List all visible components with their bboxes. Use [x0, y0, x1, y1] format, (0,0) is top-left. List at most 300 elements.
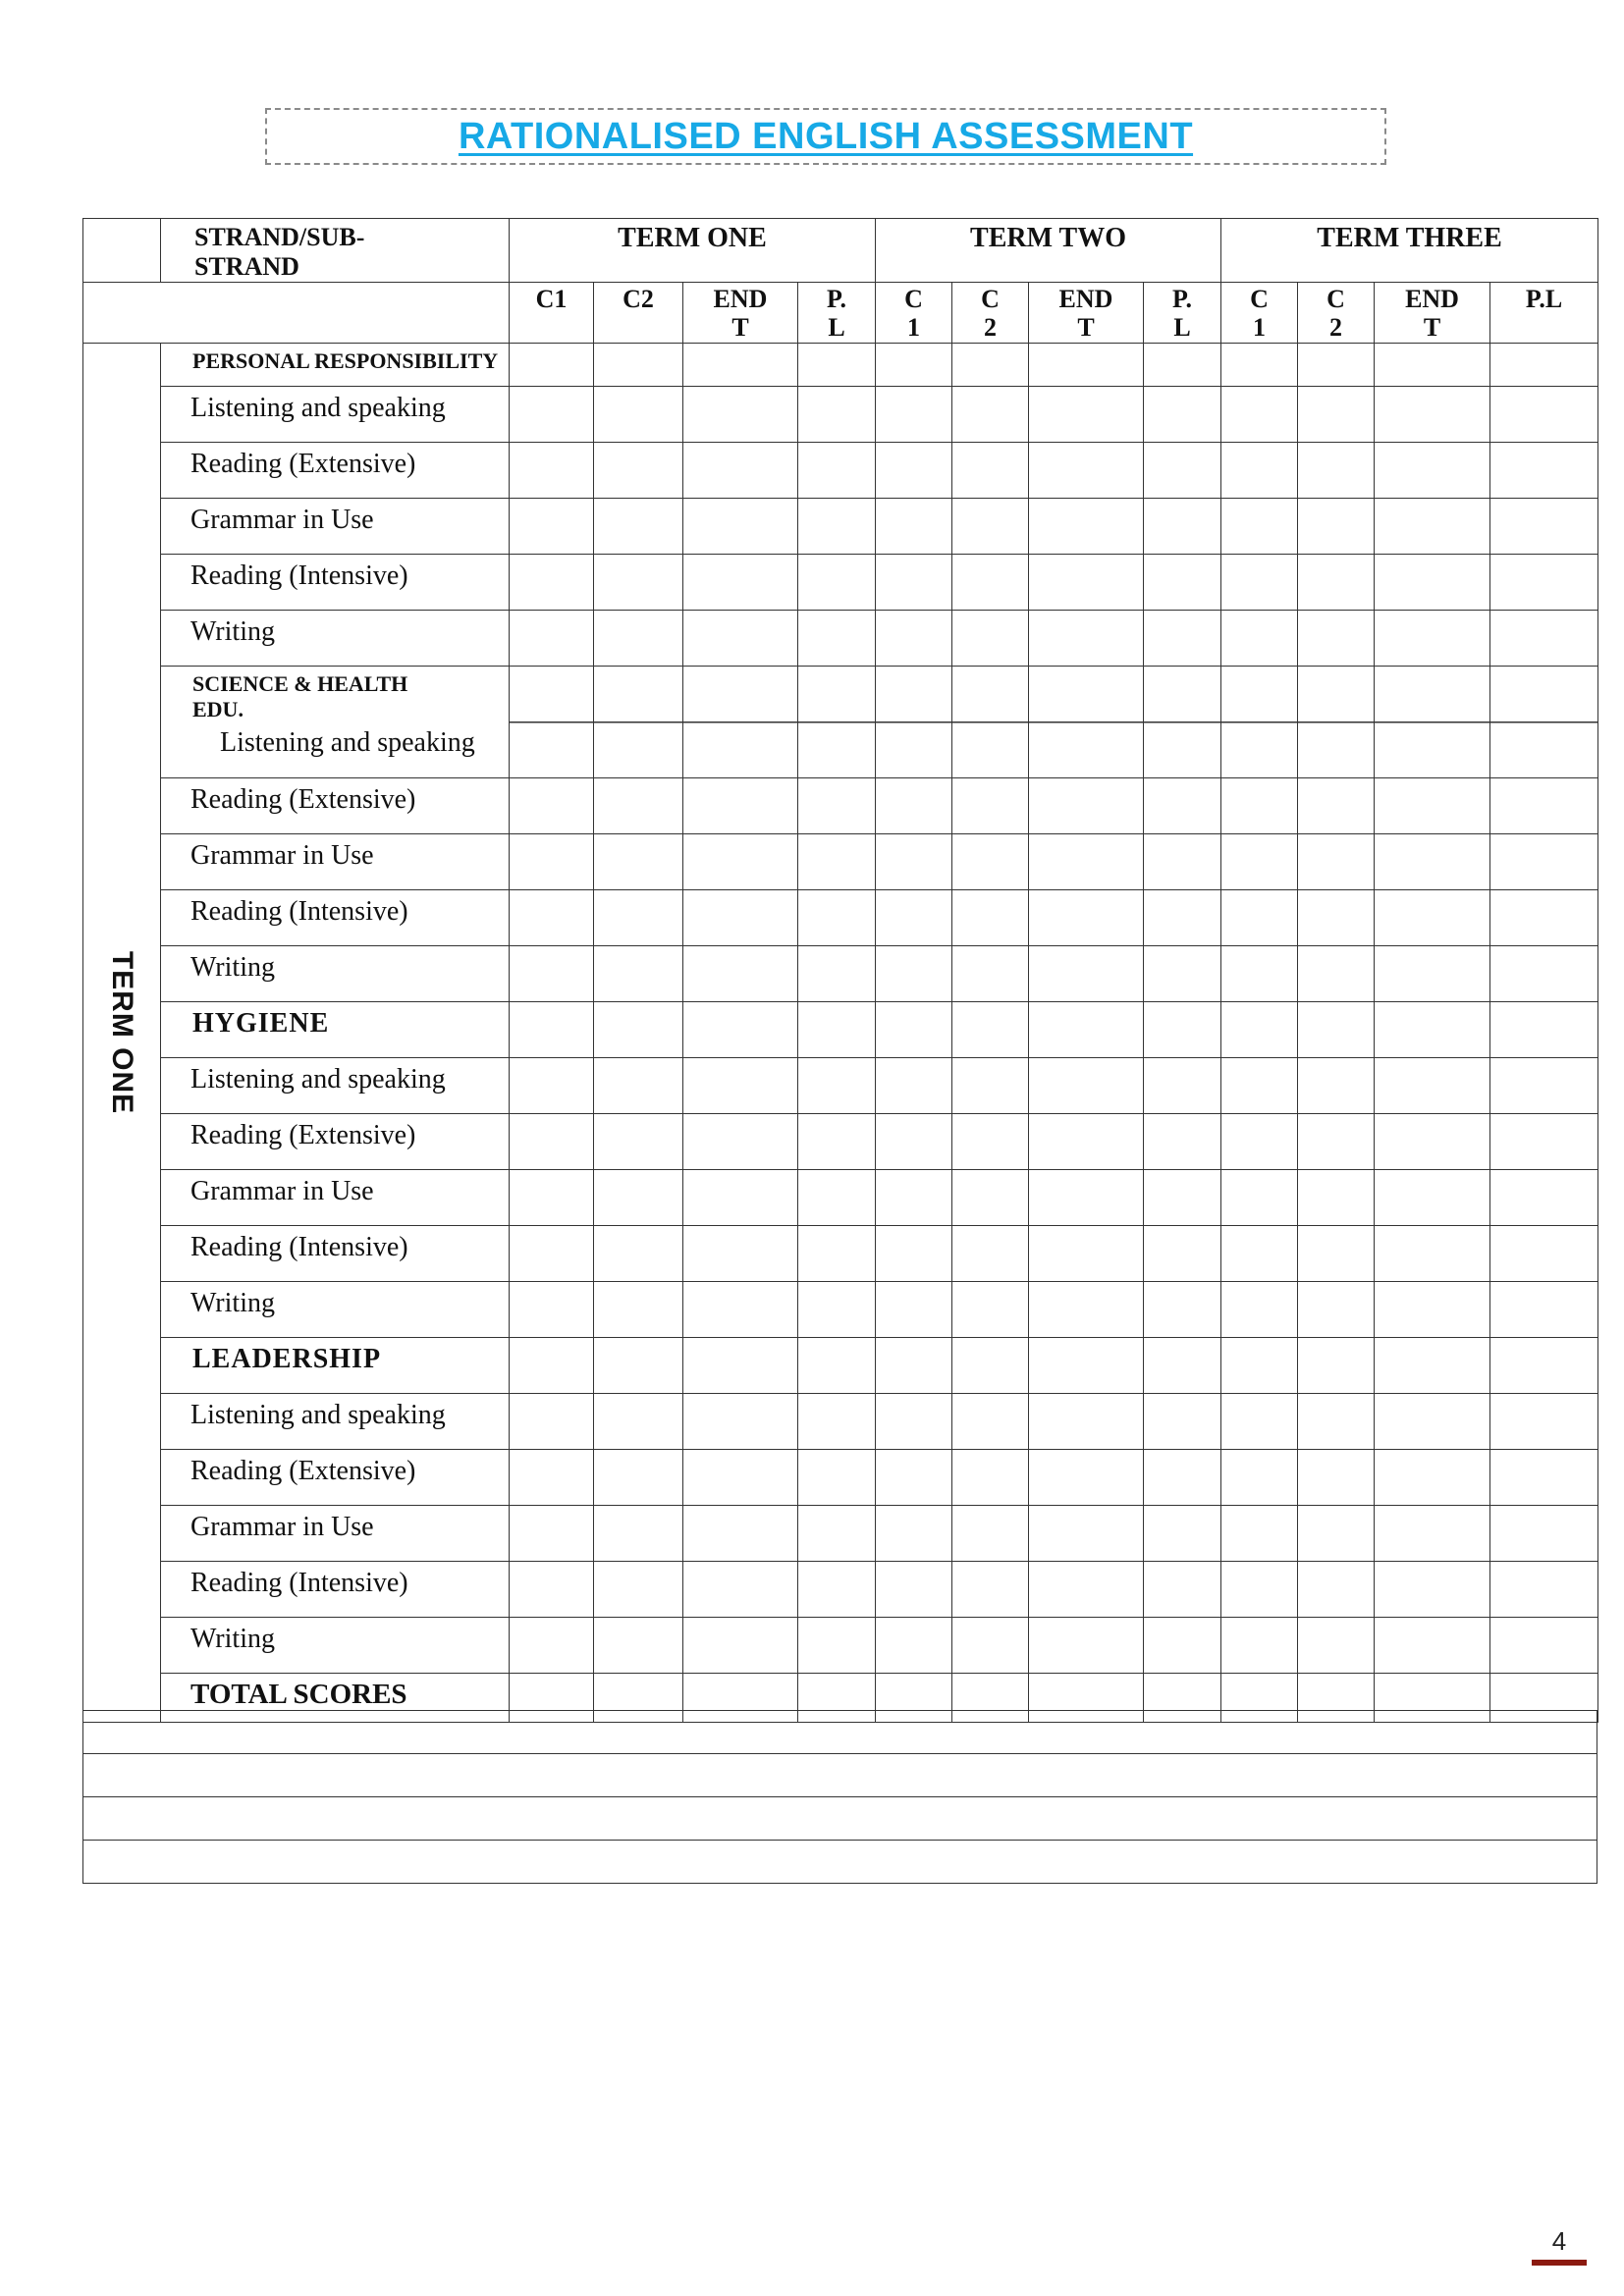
score-cell[interactable] [1490, 1618, 1598, 1674]
score-cell[interactable] [798, 1450, 876, 1506]
score-cell[interactable] [1375, 1338, 1490, 1394]
score-cell[interactable] [1144, 555, 1221, 611]
score-cell[interactable] [1029, 1170, 1144, 1226]
score-cell[interactable] [952, 1618, 1029, 1674]
score-cell[interactable] [1221, 344, 1298, 387]
score-cell[interactable] [510, 1226, 594, 1282]
score-cell[interactable] [594, 1114, 683, 1170]
score-cell[interactable] [683, 946, 798, 1002]
score-cell[interactable] [510, 1058, 594, 1114]
score-cell[interactable] [1298, 1506, 1375, 1562]
score-cell[interactable] [876, 1394, 952, 1450]
score-cell[interactable] [798, 555, 876, 611]
substrand-label: Listening and speaking [161, 1394, 510, 1450]
score-cell[interactable] [952, 499, 1029, 555]
score-cell[interactable] [1029, 443, 1144, 499]
score-cell[interactable] [876, 1506, 952, 1562]
score-cell[interactable] [1221, 611, 1298, 667]
substrand-label: Writing [161, 1618, 510, 1674]
score-cell[interactable] [952, 344, 1029, 387]
score-cell[interactable] [1221, 1002, 1298, 1058]
score-cell[interactable] [876, 1114, 952, 1170]
score-cell[interactable] [1144, 946, 1221, 1002]
score-cell[interactable] [594, 778, 683, 834]
score-cell[interactable] [1490, 1338, 1598, 1394]
score-cell[interactable] [594, 1506, 683, 1562]
score-cell[interactable] [1221, 946, 1298, 1002]
score-cell[interactable] [798, 611, 876, 667]
score-cell[interactable] [683, 1114, 798, 1170]
score-cell[interactable] [510, 667, 594, 778]
score-cell[interactable] [1298, 1170, 1375, 1226]
score-cell[interactable] [876, 344, 952, 387]
score-cell[interactable] [798, 1506, 876, 1562]
score-cell[interactable] [1490, 344, 1598, 387]
score-cell[interactable] [1221, 778, 1298, 834]
score-cell[interactable] [683, 890, 798, 946]
score-cell[interactable] [510, 778, 594, 834]
score-cell[interactable] [1490, 946, 1598, 1002]
score-cell[interactable] [1375, 834, 1490, 890]
score-cell[interactable] [1144, 499, 1221, 555]
score-cell[interactable] [1375, 1114, 1490, 1170]
score-cell[interactable] [798, 1562, 876, 1618]
score-cell[interactable] [1490, 1226, 1598, 1282]
score-cell[interactable] [952, 1002, 1029, 1058]
score-cell[interactable] [594, 1226, 683, 1282]
score-cell[interactable] [1298, 1002, 1375, 1058]
score-cell[interactable] [1298, 1226, 1375, 1282]
score-cell[interactable] [683, 611, 798, 667]
score-cell[interactable] [594, 890, 683, 946]
score-cell[interactable] [798, 1282, 876, 1338]
score-cell[interactable] [952, 1394, 1029, 1450]
score-cell[interactable] [1298, 1394, 1375, 1450]
score-cell[interactable] [798, 387, 876, 443]
score-cell[interactable] [1144, 1394, 1221, 1450]
score-cell[interactable] [683, 834, 798, 890]
score-cell[interactable] [1298, 1058, 1375, 1114]
score-cell[interactable] [876, 1618, 952, 1674]
score-cell[interactable] [1375, 1282, 1490, 1338]
score-cell[interactable] [1144, 1058, 1221, 1114]
score-cell[interactable] [1144, 667, 1221, 778]
score-cell[interactable] [1144, 778, 1221, 834]
score-cell[interactable] [510, 1394, 594, 1450]
score-cell[interactable] [876, 555, 952, 611]
score-cell[interactable] [1029, 1562, 1144, 1618]
score-cell[interactable] [683, 1226, 798, 1282]
score-cell[interactable] [510, 499, 594, 555]
score-cell[interactable] [798, 499, 876, 555]
score-cell[interactable] [510, 890, 594, 946]
table-row [83, 443, 1598, 499]
score-cell[interactable] [876, 1282, 952, 1338]
score-cell[interactable] [594, 834, 683, 890]
score-cell[interactable] [798, 1058, 876, 1114]
score-cell[interactable] [594, 1002, 683, 1058]
score-cell[interactable] [1490, 1170, 1598, 1226]
score-cell[interactable] [510, 1618, 594, 1674]
score-cell[interactable] [1375, 1394, 1490, 1450]
score-cell[interactable] [1490, 443, 1598, 499]
substrand-label: Writing [161, 946, 510, 1002]
score-cell[interactable] [1490, 611, 1598, 667]
score-cell[interactable] [1221, 1562, 1298, 1618]
score-cell[interactable] [1029, 890, 1144, 946]
score-cell[interactable] [594, 1282, 683, 1338]
score-cell[interactable] [1490, 667, 1598, 778]
score-cell[interactable] [1375, 1506, 1490, 1562]
score-cell[interactable] [798, 1002, 876, 1058]
score-cell[interactable] [876, 387, 952, 443]
score-cell[interactable] [952, 1114, 1029, 1170]
score-cell[interactable] [1375, 1170, 1490, 1226]
score-cell[interactable] [876, 1002, 952, 1058]
score-cell[interactable] [683, 1450, 798, 1506]
header-row-terms [83, 219, 1598, 283]
score-cell[interactable] [1298, 344, 1375, 387]
score-cell[interactable] [1221, 667, 1298, 778]
score-cell[interactable] [510, 555, 594, 611]
score-cell[interactable] [798, 778, 876, 834]
score-cell[interactable] [683, 555, 798, 611]
score-cell[interactable] [1375, 778, 1490, 834]
header-subcolumn: C 1 [876, 283, 952, 344]
score-cell[interactable] [594, 1450, 683, 1506]
note-line[interactable] [83, 1711, 1597, 1754]
score-cell[interactable] [1221, 1618, 1298, 1674]
score-cell[interactable] [1375, 1226, 1490, 1282]
score-cell[interactable] [1029, 344, 1144, 387]
score-cell[interactable] [1298, 1562, 1375, 1618]
score-cell[interactable] [1221, 443, 1298, 499]
score-cell[interactable] [952, 1506, 1029, 1562]
score-cell[interactable] [1029, 1282, 1144, 1338]
score-cell[interactable] [510, 443, 594, 499]
score-cell[interactable] [1298, 667, 1375, 778]
score-cell[interactable] [952, 1170, 1029, 1226]
score-cell[interactable] [510, 1170, 594, 1226]
score-cell[interactable] [1298, 387, 1375, 443]
strand-label [161, 667, 510, 778]
score-cell[interactable] [1144, 344, 1221, 387]
score-cell[interactable] [876, 946, 952, 1002]
score-cell[interactable] [876, 890, 952, 946]
score-cell[interactable] [510, 1114, 594, 1170]
score-cell[interactable] [952, 778, 1029, 834]
score-cell[interactable] [876, 1338, 952, 1394]
score-cell[interactable] [683, 1506, 798, 1562]
score-cell[interactable] [798, 1618, 876, 1674]
score-cell[interactable] [594, 555, 683, 611]
score-cell[interactable] [1490, 778, 1598, 834]
note-line[interactable] [83, 1754, 1597, 1797]
score-cell[interactable] [1490, 1282, 1598, 1338]
score-cell[interactable] [952, 555, 1029, 611]
score-cell[interactable] [952, 611, 1029, 667]
score-cell[interactable] [798, 667, 876, 778]
score-cell[interactable] [1375, 1058, 1490, 1114]
score-cell[interactable] [952, 1058, 1029, 1114]
score-cell[interactable] [594, 1394, 683, 1450]
score-cell[interactable] [1298, 1282, 1375, 1338]
score-cell[interactable] [952, 834, 1029, 890]
score-cell[interactable] [1490, 834, 1598, 890]
score-cell[interactable] [798, 946, 876, 1002]
score-cell[interactable] [876, 443, 952, 499]
score-cell[interactable] [798, 834, 876, 890]
score-cell[interactable] [1029, 1618, 1144, 1674]
score-cell[interactable] [1029, 1226, 1144, 1282]
table-row [83, 667, 1598, 778]
strand-label: LEADERSHIP [161, 1338, 510, 1394]
score-cell[interactable] [1490, 1002, 1598, 1058]
score-cell[interactable] [1375, 946, 1490, 1002]
score-cell[interactable] [1029, 387, 1144, 443]
score-cell[interactable] [1298, 611, 1375, 667]
score-cell[interactable] [594, 443, 683, 499]
score-cell[interactable] [798, 443, 876, 499]
score-cell[interactable] [510, 344, 594, 387]
score-cell[interactable] [510, 1002, 594, 1058]
score-cell[interactable] [594, 387, 683, 443]
score-cell[interactable] [1144, 1338, 1221, 1394]
score-cell[interactable] [1221, 1114, 1298, 1170]
score-cell[interactable] [683, 1002, 798, 1058]
score-cell[interactable] [1375, 443, 1490, 499]
score-cell[interactable] [798, 344, 876, 387]
score-cell[interactable] [952, 667, 1029, 778]
score-cell[interactable] [1298, 499, 1375, 555]
substrand-label: Listening and speaking [161, 1058, 510, 1114]
score-cell[interactable] [1298, 890, 1375, 946]
score-cell[interactable] [683, 1338, 798, 1394]
score-cell[interactable] [1375, 1450, 1490, 1506]
score-cell[interactable] [952, 1338, 1029, 1394]
score-cell[interactable] [1221, 555, 1298, 611]
score-cell[interactable] [1221, 1338, 1298, 1394]
score-cell[interactable] [594, 667, 683, 778]
score-cell[interactable] [683, 1058, 798, 1114]
score-cell[interactable] [1298, 946, 1375, 1002]
score-cell[interactable] [683, 667, 798, 778]
score-cell[interactable] [1144, 1226, 1221, 1282]
score-cell[interactable] [683, 778, 798, 834]
score-cell[interactable] [876, 1450, 952, 1506]
score-cell[interactable] [1144, 387, 1221, 443]
score-cell[interactable] [594, 1562, 683, 1618]
score-cell[interactable] [1144, 611, 1221, 667]
score-cell[interactable] [510, 611, 594, 667]
score-cell[interactable] [510, 834, 594, 890]
score-cell[interactable] [1375, 499, 1490, 555]
score-cell[interactable] [683, 1170, 798, 1226]
header-subcolumn: C2 [594, 283, 683, 344]
score-cell[interactable] [1375, 1002, 1490, 1058]
score-cell[interactable] [1490, 1114, 1598, 1170]
score-cell[interactable] [1221, 834, 1298, 890]
score-cell[interactable] [1144, 1450, 1221, 1506]
score-cell[interactable] [1029, 555, 1144, 611]
score-cell[interactable] [594, 499, 683, 555]
score-cell[interactable] [1375, 555, 1490, 611]
score-cell[interactable] [1375, 611, 1490, 667]
score-cell[interactable] [594, 1058, 683, 1114]
score-cell[interactable] [798, 1394, 876, 1450]
score-cell[interactable] [1490, 890, 1598, 946]
score-cell[interactable] [1221, 387, 1298, 443]
substrand-label: Writing [161, 1282, 510, 1338]
score-cell[interactable] [1298, 443, 1375, 499]
score-cell[interactable] [1298, 1114, 1375, 1170]
score-cell[interactable] [1221, 499, 1298, 555]
score-cell[interactable] [876, 1058, 952, 1114]
note-line[interactable] [83, 1841, 1597, 1884]
score-cell[interactable] [1490, 1394, 1598, 1450]
score-cell[interactable] [1029, 1114, 1144, 1170]
score-cell[interactable] [1490, 1450, 1598, 1506]
score-cell[interactable] [1029, 667, 1144, 778]
score-cell[interactable] [1298, 1618, 1375, 1674]
score-cell[interactable] [510, 1282, 594, 1338]
score-cell[interactable] [683, 1394, 798, 1450]
score-cell[interactable] [952, 890, 1029, 946]
score-cell[interactable] [876, 1562, 952, 1618]
score-cell[interactable] [510, 1450, 594, 1506]
score-cell[interactable] [510, 946, 594, 1002]
score-cell[interactable] [1221, 1450, 1298, 1506]
score-cell[interactable] [1221, 1282, 1298, 1338]
table-row [83, 611, 1598, 667]
table-row [83, 1282, 1598, 1338]
score-cell[interactable] [683, 1562, 798, 1618]
score-cell[interactable] [683, 1282, 798, 1338]
score-cell[interactable] [683, 1618, 798, 1674]
score-cell[interactable] [1144, 1114, 1221, 1170]
score-cell[interactable] [1144, 1170, 1221, 1226]
score-cell[interactable] [952, 1282, 1029, 1338]
score-cell[interactable] [1298, 555, 1375, 611]
total-scores-label: TOTAL SCORES [161, 1674, 510, 1723]
score-cell[interactable] [594, 1338, 683, 1394]
score-cell[interactable] [1029, 834, 1144, 890]
table-row [83, 344, 1598, 387]
score-cell[interactable] [1029, 1058, 1144, 1114]
score-cell[interactable] [798, 1338, 876, 1394]
score-cell[interactable] [1144, 443, 1221, 499]
score-cell[interactable] [1029, 1506, 1144, 1562]
score-cell[interactable] [594, 344, 683, 387]
score-cell[interactable] [1221, 1058, 1298, 1114]
score-cell[interactable] [1144, 1506, 1221, 1562]
score-cell[interactable] [683, 387, 798, 443]
score-cell[interactable] [1221, 1226, 1298, 1282]
score-cell[interactable] [1221, 1506, 1298, 1562]
score-cell[interactable] [952, 387, 1029, 443]
score-cell[interactable] [952, 443, 1029, 499]
score-cell[interactable] [1144, 1562, 1221, 1618]
score-cell[interactable] [952, 1450, 1029, 1506]
score-cell[interactable] [876, 667, 952, 778]
score-cell[interactable] [1490, 1562, 1598, 1618]
score-cell[interactable] [683, 344, 798, 387]
substrand-label: Listening and speaking [220, 727, 475, 758]
score-cell[interactable] [594, 1170, 683, 1226]
score-cell[interactable] [594, 611, 683, 667]
score-cell[interactable] [1221, 1170, 1298, 1226]
score-cell[interactable] [683, 499, 798, 555]
score-cell[interactable] [876, 1170, 952, 1226]
header-term-one: TERM ONE [510, 219, 876, 283]
score-cell[interactable] [1144, 1002, 1221, 1058]
score-cell[interactable] [1490, 499, 1598, 555]
score-cell[interactable] [594, 1618, 683, 1674]
score-cell[interactable] [876, 611, 952, 667]
score-cell[interactable] [798, 1114, 876, 1170]
score-cell[interactable] [1029, 1450, 1144, 1506]
score-cell[interactable] [798, 1170, 876, 1226]
score-cell[interactable] [594, 946, 683, 1002]
score-cell[interactable] [1490, 555, 1598, 611]
substrand-label: Grammar in Use [161, 1506, 510, 1562]
score-cell[interactable] [876, 499, 952, 555]
score-cell[interactable] [798, 890, 876, 946]
score-cell[interactable] [1490, 1058, 1598, 1114]
score-cell[interactable] [1029, 1338, 1144, 1394]
score-cell[interactable] [1029, 778, 1144, 834]
score-cell[interactable] [1221, 890, 1298, 946]
score-cell[interactable] [1029, 611, 1144, 667]
score-cell[interactable] [683, 443, 798, 499]
note-line[interactable] [83, 1797, 1597, 1841]
score-cell[interactable] [1375, 387, 1490, 443]
score-cell[interactable] [1144, 1282, 1221, 1338]
score-cell[interactable] [1375, 344, 1490, 387]
score-cell[interactable] [1490, 387, 1598, 443]
score-cell[interactable] [1029, 499, 1144, 555]
score-cell[interactable] [876, 834, 952, 890]
score-cell[interactable] [510, 1338, 594, 1394]
score-cell[interactable] [1144, 834, 1221, 890]
score-cell[interactable] [1029, 1002, 1144, 1058]
score-cell[interactable] [510, 1506, 594, 1562]
score-cell[interactable] [1298, 1450, 1375, 1506]
table-row [83, 1506, 1598, 1562]
score-cell[interactable] [1298, 834, 1375, 890]
score-cell[interactable] [1375, 890, 1490, 946]
score-cell[interactable] [952, 1562, 1029, 1618]
score-cell[interactable] [798, 1226, 876, 1282]
score-cell[interactable] [1298, 1338, 1375, 1394]
score-cell[interactable] [510, 1562, 594, 1618]
score-cell[interactable] [1375, 1618, 1490, 1674]
score-cell[interactable] [952, 1226, 1029, 1282]
score-cell[interactable] [876, 778, 952, 834]
score-cell[interactable] [952, 946, 1029, 1002]
score-cell[interactable] [1144, 1618, 1221, 1674]
score-cell[interactable] [1029, 946, 1144, 1002]
score-cell[interactable] [1029, 1394, 1144, 1450]
score-cell[interactable] [1490, 1506, 1598, 1562]
score-cell[interactable] [876, 1226, 952, 1282]
score-cell[interactable] [510, 387, 594, 443]
score-cell[interactable] [1144, 890, 1221, 946]
score-cell[interactable] [1298, 778, 1375, 834]
score-cell[interactable] [1375, 1562, 1490, 1618]
score-cell[interactable] [1375, 667, 1490, 778]
score-cell[interactable] [1221, 1394, 1298, 1450]
